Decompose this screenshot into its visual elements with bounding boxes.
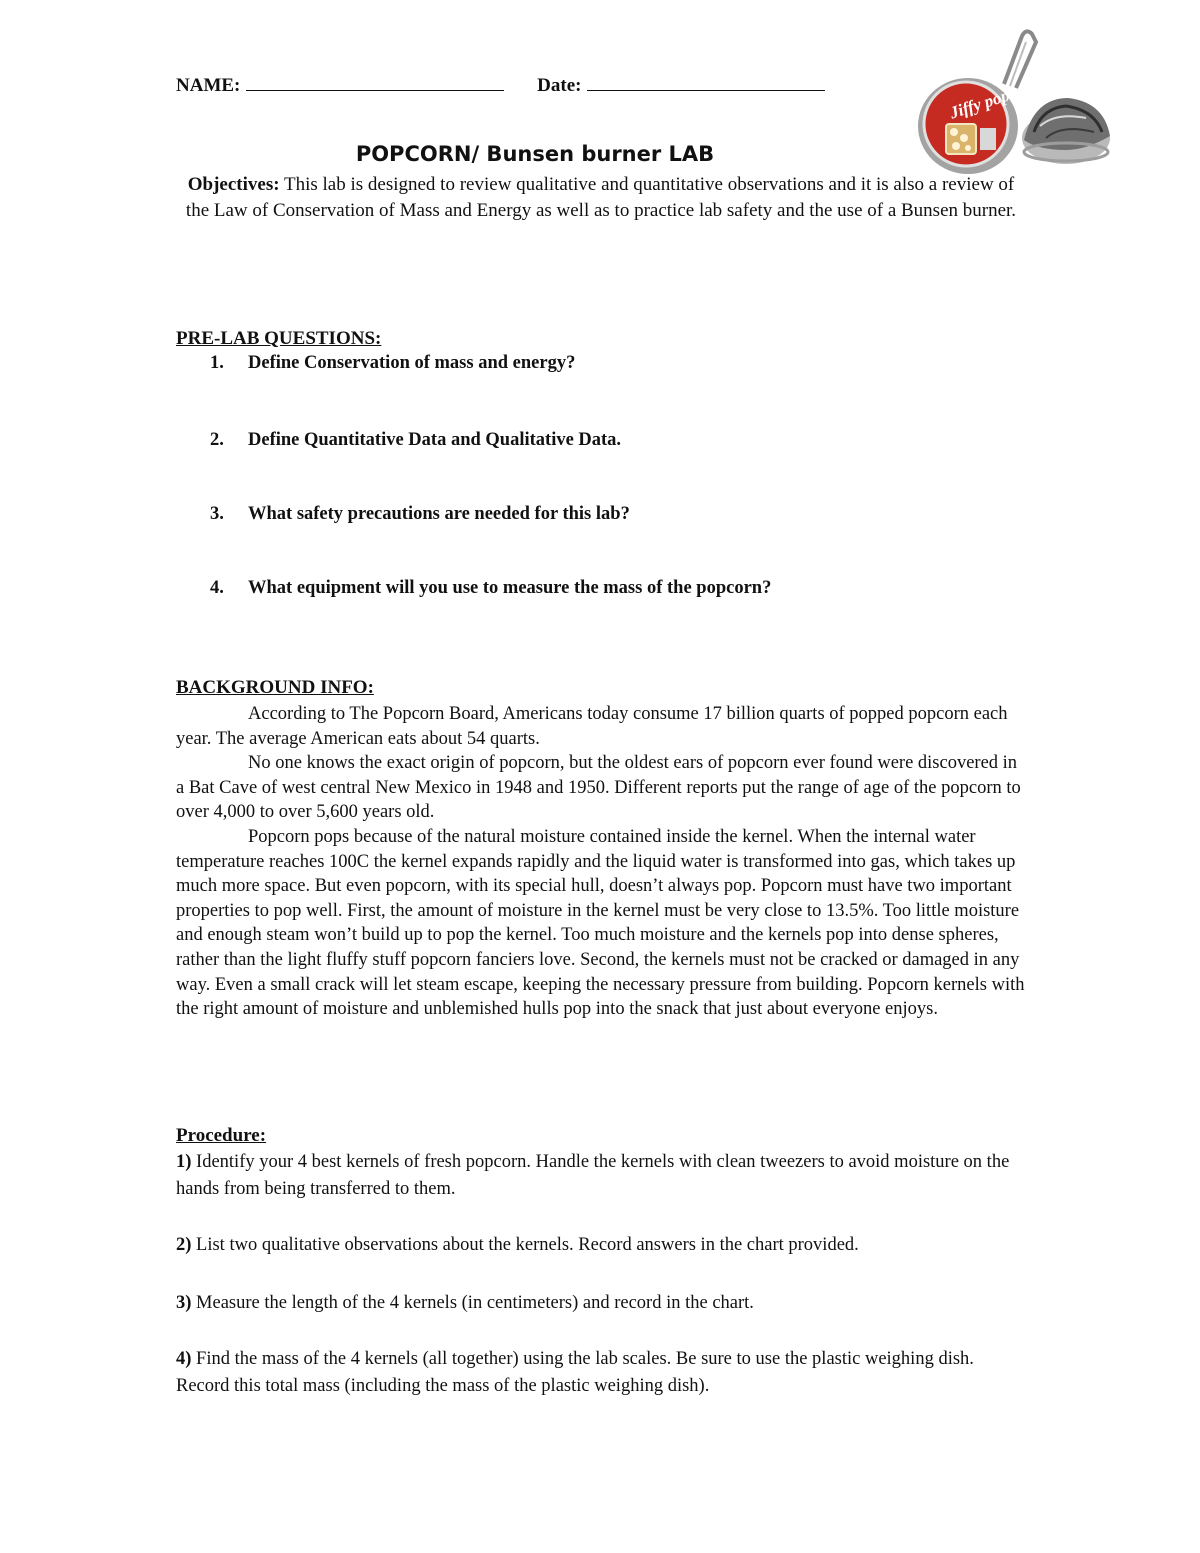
date-blank [587, 72, 825, 91]
background-paragraph: Popcorn pops because of the natural moisture contained inside the kernel. When the internal water temperature reaches 100C the kernel expands rapidly and the liquid water is transformed into gas, which takes up much more space. But even popcorn, with its special hull, doesn’t always pop. Popcorn must have two important properties to pop well. First, the amount of moisture in the kernel must be very close to 13.5%. Too little moisture and enough steam won’t build up to pop the kernel. Too much moisture and the kernels pop into dense spheres, rather than the light fluffy stuff popcorn fanciers love. Second, the kernels must not be cracked or damaged in any way. Even a small crack will let steam escape, keeping the necessary pressure from building. Popcorn kernels with the right amount of moisture and unblemished hulls pop into the snack that just about everyone enjoys. [176, 826, 1025, 1020]
background-paragraph: No one knows the exact origin of popcorn, but the oldest ears of popcorn ever found were discovered in a Bat Cave of west central New Mexico in 1948 and 1950. Different reports put the range of age of the popcorn to over 4,000 to over 5,600 years old. [176, 753, 1021, 823]
background-text [176, 702, 1026, 1022]
jiffy-pop-label: Jiffy pop [947, 85, 1012, 123]
procedure-step: 1) Identify your 4 best kernels of fresh popcorn. Handle the kernels with clean tweezers to avoid moisture on the hands from being transferred to them. [176, 1152, 1010, 1199]
name-label: NAME: [176, 75, 241, 96]
procedure-step: 3) Measure the length of the 4 kernels (in centimeters) and record in the chart. [176, 1293, 754, 1313]
name-blank [246, 72, 504, 91]
prelab-heading: PRE-LAB QUESTIONS: [176, 328, 382, 349]
header-fields [176, 72, 825, 97]
objectives-label: Objectives: [187, 174, 280, 195]
background-paragraph: According to The Popcorn Board, Americans today consume 17 billion quarts of popped popcorn each year. The average American eats about 54 quarts. [176, 704, 1008, 749]
prelab-question: 3. What safety precautions are needed for this lab? [210, 504, 630, 524]
procedure-heading: Procedure: [176, 1125, 267, 1146]
objectives [176, 172, 1026, 224]
page-title: POPCORN/ Bunsen burner LAB [355, 142, 715, 166]
background-heading: BACKGROUND INFO: [176, 677, 374, 698]
procedure-step: 4) Find the mass of the 4 kernels (all together) using the lab scales. Be sure to use the plastic weighing dish. Record this total mass (including the mass of the plastic weighing dish). [176, 1349, 974, 1396]
prelab-question: 4. What equipment will you use to measure the mass of the popcorn? [210, 578, 772, 598]
objectives-text: This lab is designed to review qualitative and quantitative observations and it is also a review of the Law of Conservation of Mass and Energy as well as to practice lab safety and the use of a Bunsen burner. [185, 174, 1017, 221]
procedure-step: 2) List two qualitative observations about the kernels. Record answers in the chart provided. [176, 1235, 859, 1255]
prelab-question: 2. Define Quantitative Data and Qualitative Data. [210, 430, 622, 450]
prelab-question: 1. Define Conservation of mass and energy? [210, 353, 576, 373]
date-label: Date: [537, 75, 582, 96]
jiffy-pop-image [916, 28, 1112, 174]
